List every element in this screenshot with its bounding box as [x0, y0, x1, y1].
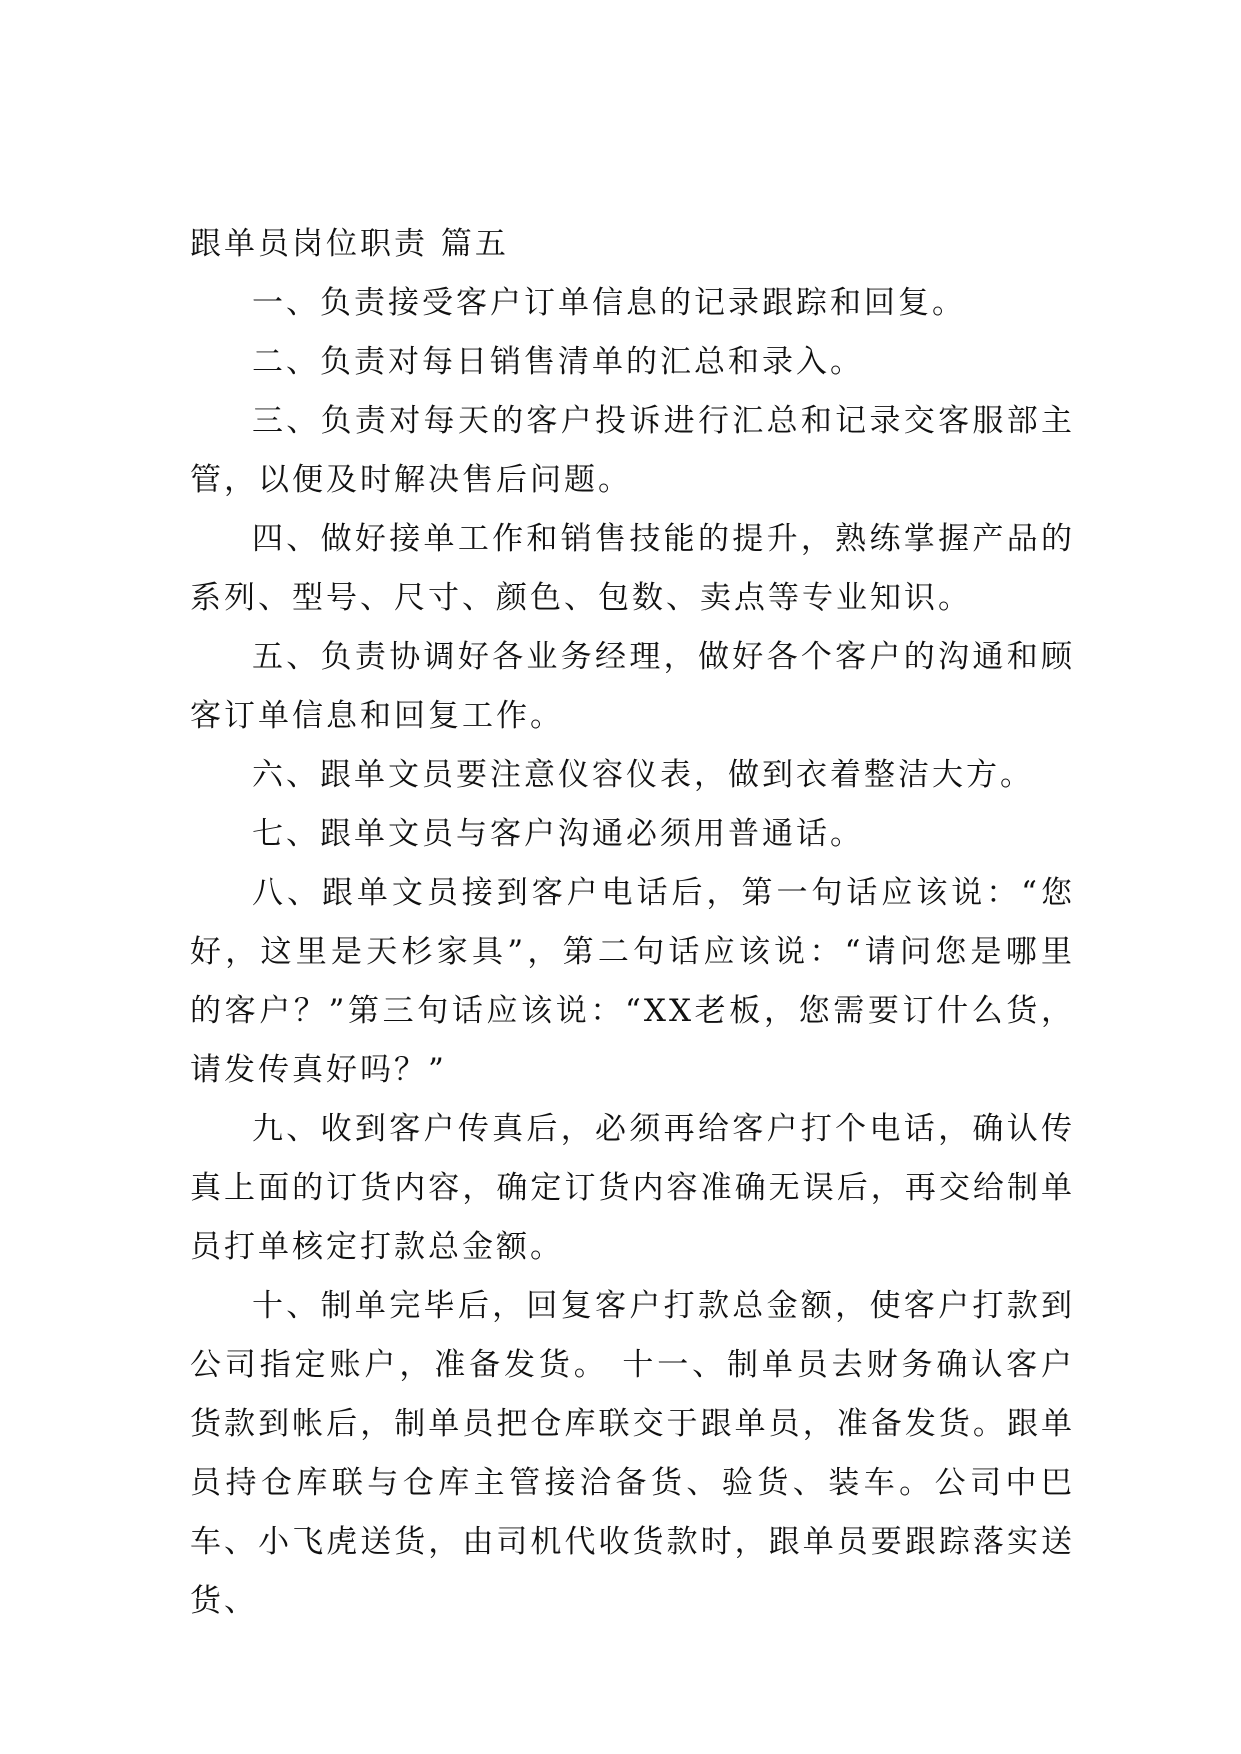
paragraph-5: 五、负责协调好各业务经理，做好各个客户的沟通和顾客订单信息和回复工作。 [190, 639, 1075, 734]
document-body [190, 215, 1075, 1631]
paragraph-7: 七、跟单文员与客户沟通必须用普通话。 [252, 816, 864, 852]
paragraph-2: 二、负责对每日销售清单的汇总和录入。 [252, 344, 864, 380]
paragraph-8: 八、跟单文员接到客户电话后，第一句话应该说：“您好，这里是天杉家具”，第二句话应该说：“请问您是哪里的客户？”第三句话应该说：“XX老板，您需要订什么货，请发传真好吗？” [190, 875, 1075, 1088]
paragraph-10: 十、制单完毕后，回复客户打款总金额，使客户打款到公司指定账户，准备发货。 十一、制单员去财务确认客户货款到帐后，制单员把仓库联交于跟单员，准备发货。跟单员持仓库联与仓库主管接洽备货、验货、装车。公司中巴车、小飞虎送货，由司机代收货款时，跟单员要跟踪落实送货、 [190, 1288, 1075, 1619]
paragraph-9: 九、收到客户传真后，必须再给客户打个电话，确认传真上面的订货内容，确定订货内容准确无误后，再交给制单员打单核定打款总金额。 [190, 1111, 1075, 1265]
document-title: 跟单员岗位职责 篇五 [190, 226, 509, 262]
paragraph-1: 一、负责接受客户订单信息的记录跟踪和回复。 [252, 285, 966, 321]
paragraph-6: 六、跟单文员要注意仪容仪表，做到衣着整洁大方。 [252, 757, 1034, 793]
paragraph-3: 三、负责对每天的客户投诉进行汇总和记录交客服部主管，以便及时解决售后问题。 [190, 403, 1075, 498]
paragraph-4: 四、做好接单工作和销售技能的提升，熟练掌握产品的系列、型号、尺寸、颜色、包数、卖点等专业知识。 [190, 521, 1075, 616]
